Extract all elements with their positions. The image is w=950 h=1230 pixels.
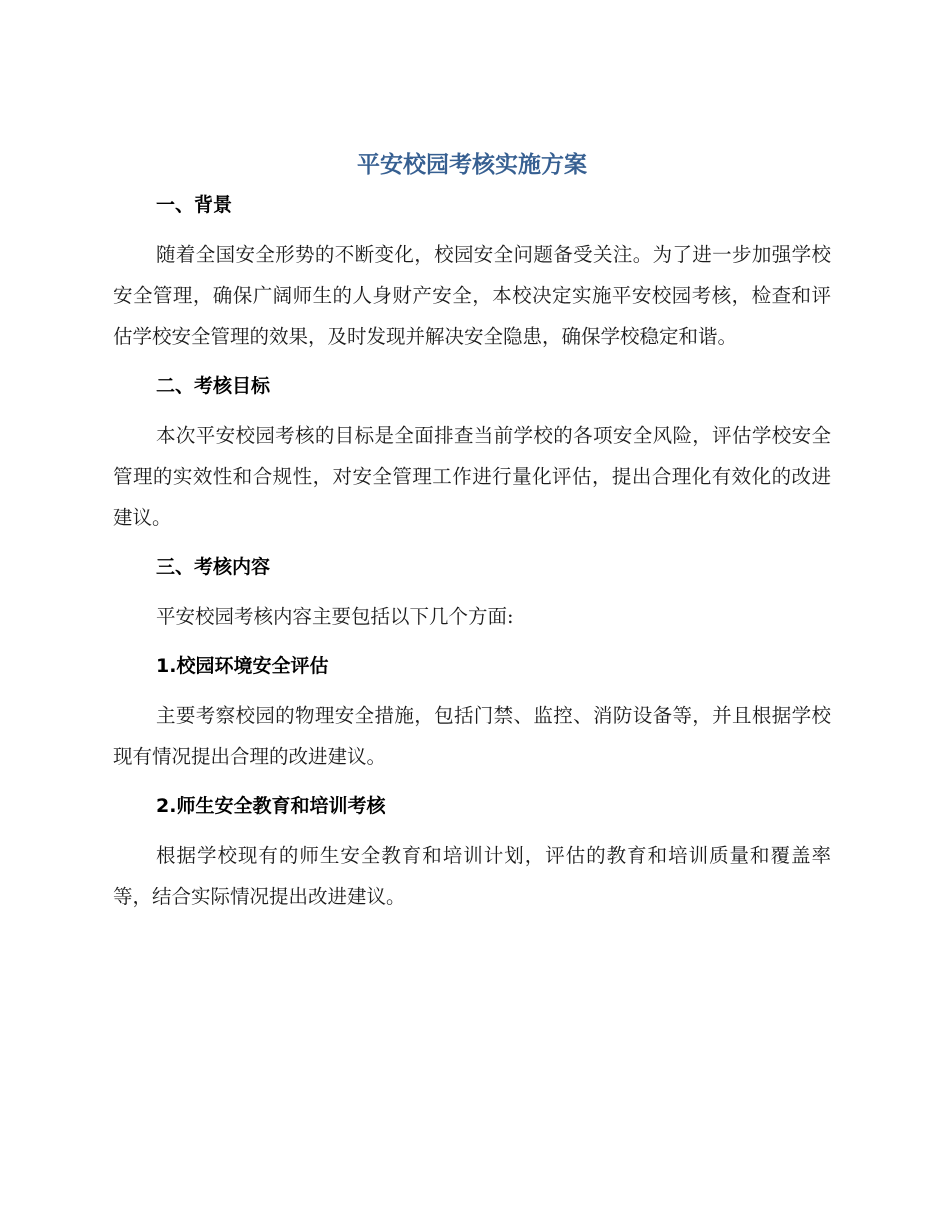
subsection-heading-education: 2.师生安全教育和培训考核 (156, 795, 386, 817)
paragraph-education: 根据学校现有的师生安全教育和培训计划，评估的教育和培训质量和覆盖率等，结合实际情况提出改进建议。 (113, 844, 831, 908)
paragraph-content-intro: 平安校园考核内容主要包括以下几个方面: (156, 605, 514, 628)
paragraph-environment: 主要考察校园的物理安全措施，包括门禁、监控、消防设备等，并且根据学校现有情况提出合理的改进建议。 (113, 704, 831, 768)
document-title: 平安校园考核实施方案 (357, 152, 587, 178)
paragraph-goals: 本次平安校园考核的目标是全面排查当前学校的各项安全风险，评估学校安全管理的实效性和合规性，对安全管理工作进行量化评估，提出合理化有效化的改进建议。 (113, 424, 831, 529)
subsection-heading-environment: 1.校园环境安全评估 (156, 655, 329, 677)
section-heading-background: 一、背景 (156, 194, 233, 216)
paragraph-background: 随着全国安全形势的不断变化，校园安全问题备受关注。为了进一步加强学校安全管理，确保广阔师生的人身财产安全，本校决定实施平安校园考核，检查和评估学校安全管理的效果，及时发现并解决安全隐患，确保学校稳定和谐。 (113, 243, 831, 348)
section-heading-goals: 二、考核目标 (156, 375, 271, 397)
section-heading-content: 三、考核内容 (156, 556, 271, 578)
document-body (113, 146, 831, 917)
